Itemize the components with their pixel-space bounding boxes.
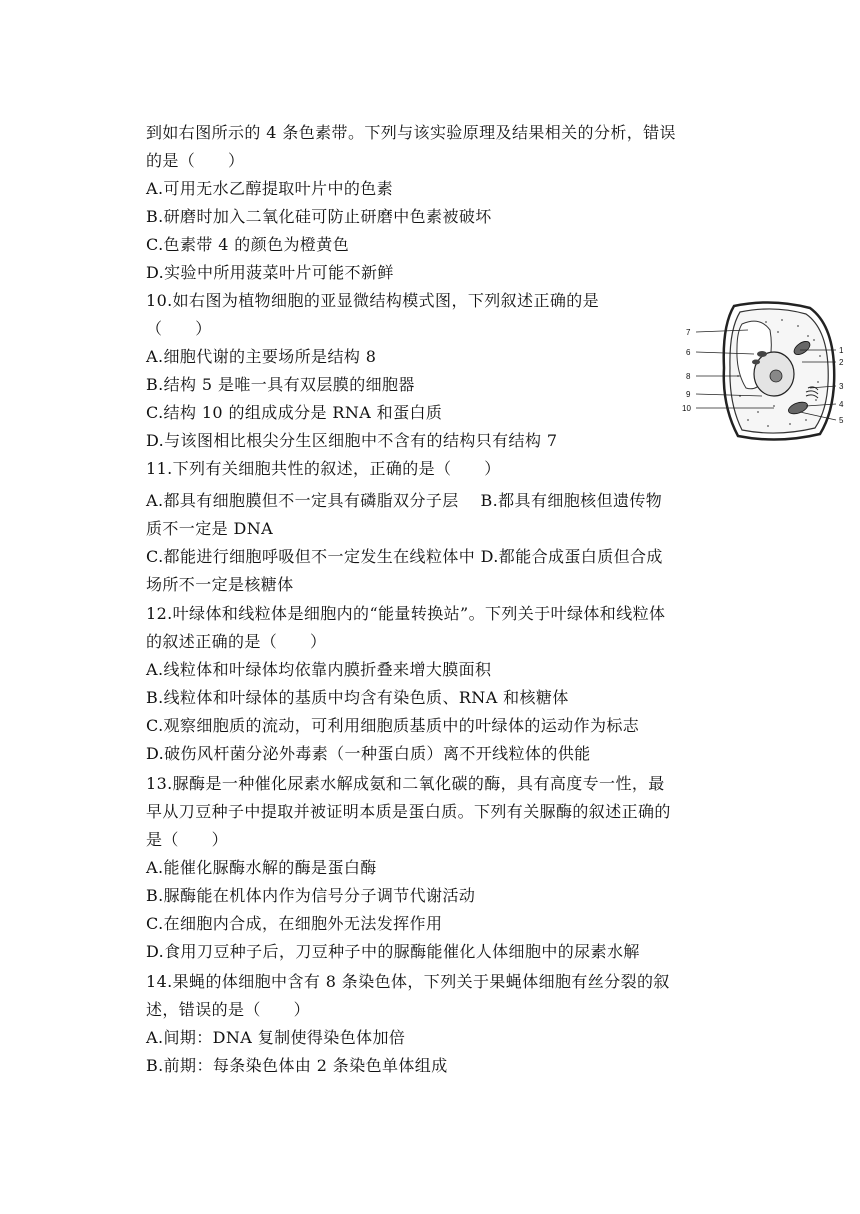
text-line: 早从刀豆种子中提取并被证明本质是蛋白质。下列有关脲酶的叙述正确的 <box>146 802 671 821</box>
text-line: 述，错误的是（ ） <box>146 1000 311 1019</box>
option-d: D.与该图相比根尖分生区细胞中不含有的结构只有结构 7 <box>146 431 558 450</box>
text-line: C.都能进行细胞呼吸但不一定发生在线粒体中 D.都能合成蛋白质但合成 <box>146 547 663 566</box>
option-c: C.结构 10 的组成成分是 RNA 和蛋白质 <box>146 403 443 422</box>
option-a: A.细胞代谢的主要场所是结构 8 <box>146 347 377 366</box>
option-d: D.食用刀豆种子后，刀豆种子中的脲酶能催化人体细胞中的尿素水解 <box>146 942 640 961</box>
question-14-stem: 14.果蝇的体细胞中含有 8 条染色体，下列关于果蝇体细胞有丝分裂的叙 <box>146 972 670 991</box>
label-3: 3 <box>839 382 844 391</box>
label-4: 4 <box>839 400 844 409</box>
option-b: B.前期：每条染色体由 2 条染色单体组成 <box>146 1056 448 1075</box>
text-line: A.都具有细胞膜但不一定具有磷脂双分子层 B.都具有细胞核但遗传物 <box>146 491 663 510</box>
label-5: 5 <box>839 416 844 425</box>
option-b: B.结构 5 是唯一具有双层膜的细胞器 <box>146 375 415 394</box>
question-10-stem: 10.如右图为植物细胞的亚显微结构模式图，下列叙述正确的是 <box>146 291 600 310</box>
text-line: B.研磨时加入二氧化硅可防止研磨中色素被破坏 <box>146 207 492 226</box>
option-b: B.脲酶能在机体内作为信号分子调节代谢活动 <box>146 886 476 905</box>
mitochondrion <box>757 351 767 357</box>
option-c: C.在细胞内合成，在细胞外无法发挥作用 <box>146 914 443 933</box>
mitochondrion <box>752 360 760 365</box>
option-c: C.观察细胞质的流动，可利用细胞质基质中的叶绿体的运动作为标志 <box>146 716 640 735</box>
text-line: 到如右图所示的 4 条色素带。下列与该实验原理及结果相关的分析，错误 <box>146 123 676 142</box>
question-13-stem: 13.脲酶是一种催化尿素水解成氨和二氧化碳的酶，具有高度专一性，最 <box>146 774 665 793</box>
text-line: （ ） <box>146 319 212 338</box>
option-a: A.线粒体和叶绿体均依靠内膜折叠来增大膜面积 <box>146 660 492 679</box>
plant-cell-illustration <box>682 296 850 446</box>
label-10: 10 <box>682 404 691 413</box>
plant-cell-diagram <box>682 296 850 446</box>
option-a: A.间期：DNA 复制使得染色体加倍 <box>146 1028 406 1047</box>
option-d: D.破伤风杆菌分泌外毒素（一种蛋白质）离不开线粒体的供能 <box>146 744 591 763</box>
option-b: B.线粒体和叶绿体的基质中均含有染色质、RNA 和核糖体 <box>146 688 569 707</box>
text-line: 的是（ ） <box>146 151 245 170</box>
label-1: 1 <box>839 346 844 355</box>
text-line: 质不一定是 DNA <box>146 519 274 538</box>
text-line: 的叙述正确的是（ ） <box>146 632 327 651</box>
text-line: D.实验中所用菠菜叶片可能不新鲜 <box>146 263 394 282</box>
option-a: A.能催化脲酶水解的酶是蛋白酶 <box>146 858 377 877</box>
question-11-stem: 11.下列有关细胞共性的叙述，正确的是（ ） <box>146 459 501 478</box>
label-9: 9 <box>686 390 691 399</box>
text-line: 场所不一定是核糖体 <box>146 575 294 594</box>
text-line: A.可用无水乙醇提取叶片中的色素 <box>146 179 394 198</box>
label-2: 2 <box>839 358 844 367</box>
question-12-stem: 12.叶绿体和线粒体是细胞内的“能量转换站”。下列关于叶绿体和线粒体 <box>146 604 666 623</box>
label-6: 6 <box>686 348 691 357</box>
label-7: 7 <box>686 328 691 337</box>
text-line: 是（ ） <box>146 830 229 849</box>
text-line: C.色素带 4 的颜色为橙黄色 <box>146 235 350 254</box>
nucleolus <box>770 370 782 382</box>
label-8: 8 <box>686 372 691 381</box>
